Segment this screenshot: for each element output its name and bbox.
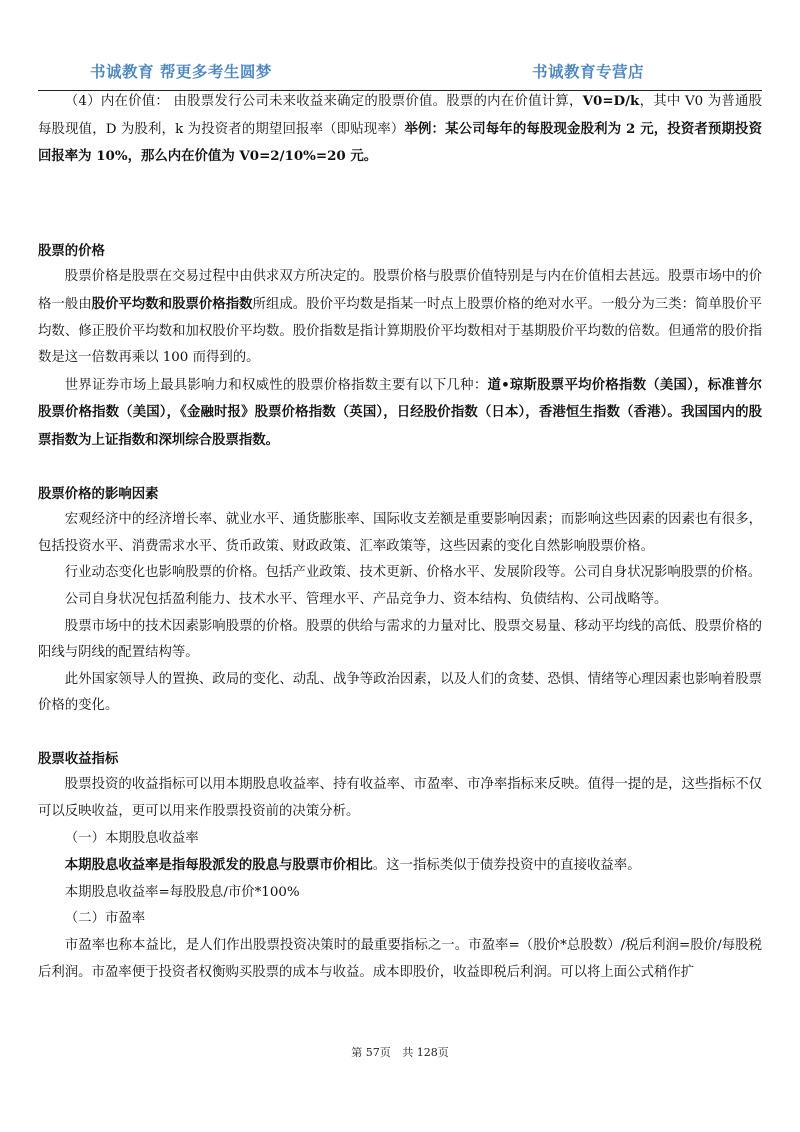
price-paragraph-1 bbox=[38, 264, 762, 371]
factors-paragraph-1: 宏观经济中的经济增长率、就业水平、通货膨胀率、国际收支差额是重要影响因素；而影响这些因素的因素也有很多，包括投资水平、消费需求水平、货币政策、财政政策、汇率政策等，这些因素的变化自然影响股票价格。 bbox=[38, 512, 762, 554]
page-footer bbox=[0, 1044, 800, 1060]
factors-paragraph-3: 公司自身状况包括盈利能力、技术水平、管理水平、产品竞争力、资本结构、负债结构、公司战略等。 bbox=[64, 591, 668, 607]
returns-subtitle-1: （一）本期股息收益率 bbox=[64, 830, 199, 846]
price-p2-bold: 道•琼斯股票平均价格指数（美国），标准普尔股票价格指数（美国），《金融时报》股票价格指数（英国），日经股价指数（日本），香港恒生指数（香港）。我国国内的股票指数为上证指数和深圳综合股票指数。 bbox=[38, 376, 763, 448]
dividend-definition-rest: 。这一指标类似于债券投资中的直接收益率。 bbox=[372, 858, 641, 874]
header-brand-left: 书诚教育 帮更多考生圆梦 bbox=[90, 63, 272, 81]
price-paragraph-2 bbox=[38, 372, 762, 455]
price-p2-a: 世界证券市场上最具影响力和权威性的股票价格指数主要有以下几种： bbox=[64, 377, 488, 393]
intrinsic-formula: V0=D/k bbox=[582, 93, 640, 109]
section-heading-price: 股票的价格 bbox=[38, 242, 105, 259]
intrinsic-text-a: （4）内在价值： 由股票发行公司未来收益来确定的股票价值。股票的内在价值计算， bbox=[64, 94, 583, 109]
factors-paragraph-2: 行业动态变化也影响股票的价格。包括产业政策、技术更新、价格水平、发展阶段等。公司自身状况影响股票的价格。 bbox=[64, 565, 762, 581]
intrinsic-text-b: ，其中 V0 为普通股每股现值，D 为股利，k 为投资者的期望回报率（即贴现率） bbox=[38, 94, 762, 137]
price-p1-b: 所组成。股价平均数是指某一时点上股票价格的绝对水平。一般分为三类：简单股价平均数、修正股价平均数和加权股价平均数。股价指数是指计算期股价平均数相对于基期股价平均数的倍数。但通常的股价指数是这一倍数再乘以 100 而得到的。 bbox=[38, 296, 763, 366]
returns-pe-paragraph: 市盈率也称本益比，是人们作出股票投资决策时的最重要指标之一。市盈率=（股价*总股数）/税后利润=股价/每股税后利润。市盈率便于投资者权衡购买股票的成本与收益。成本即股价，收益即税后利润。可以将上面公式稍作扩 bbox=[38, 938, 762, 980]
intrinsic-example: 举例：某公司每年的每股现金股利为 2 元，投资者预期投资回报率为 10%，那么内在价值为 V0=2/10%=20 元。 bbox=[38, 120, 762, 165]
price-p1-a: 股票价格是股票在交易过程中由供求双方所决定的。股票价格与股票价值特别是与内在价值相去甚远。股票市场中的价格一般由 bbox=[38, 269, 762, 312]
section-heading-returns: 股票收益指标 bbox=[38, 750, 119, 767]
factors-paragraph-5: 此外国家领导人的置换、政局的变化、动乱、战争等政治因素，以及人们的贪婪、恐惧、情绪等心理因素也影响着股票价格的变化。 bbox=[38, 671, 762, 714]
returns-subtitle-2: （二）市盈率 bbox=[64, 911, 146, 927]
page-header bbox=[0, 52, 800, 92]
returns-dividend-definition bbox=[38, 852, 762, 880]
page-number: 第 57页 bbox=[351, 1046, 391, 1059]
document-body bbox=[38, 88, 762, 986]
section-heading-factors: 股票价格的影响因素 bbox=[38, 485, 159, 502]
page-total: 共 128页 bbox=[402, 1046, 449, 1059]
factors-paragraph-4: 股票市场中的技术因素影响股票的价格。股票的供给与需求的力量对比、股票交易量、移动平均线的高低、股票价格的阳线与阴线的配置结构等。 bbox=[38, 618, 762, 661]
price-p1-bold: 股价平均数和股票价格指数 bbox=[91, 295, 253, 312]
intrinsic-value-paragraph bbox=[38, 88, 762, 171]
dividend-definition-bold: 本期股息收益率是指每股派发的股息与股票市价相比 bbox=[64, 857, 373, 874]
returns-dividend-formula: 本期股息收益率=每股股息/市价*100% bbox=[64, 884, 300, 900]
header-brand-right: 书诚教育专营店 bbox=[532, 63, 645, 81]
returns-paragraph-1: 股票投资的收益指标可以用本期股息收益率、持有收益率、市盈率、市净率指标来反映。值得一提的是，这些指标不仅可以反映收益，更可以用来作股票投资前的决策分析。 bbox=[38, 777, 762, 820]
